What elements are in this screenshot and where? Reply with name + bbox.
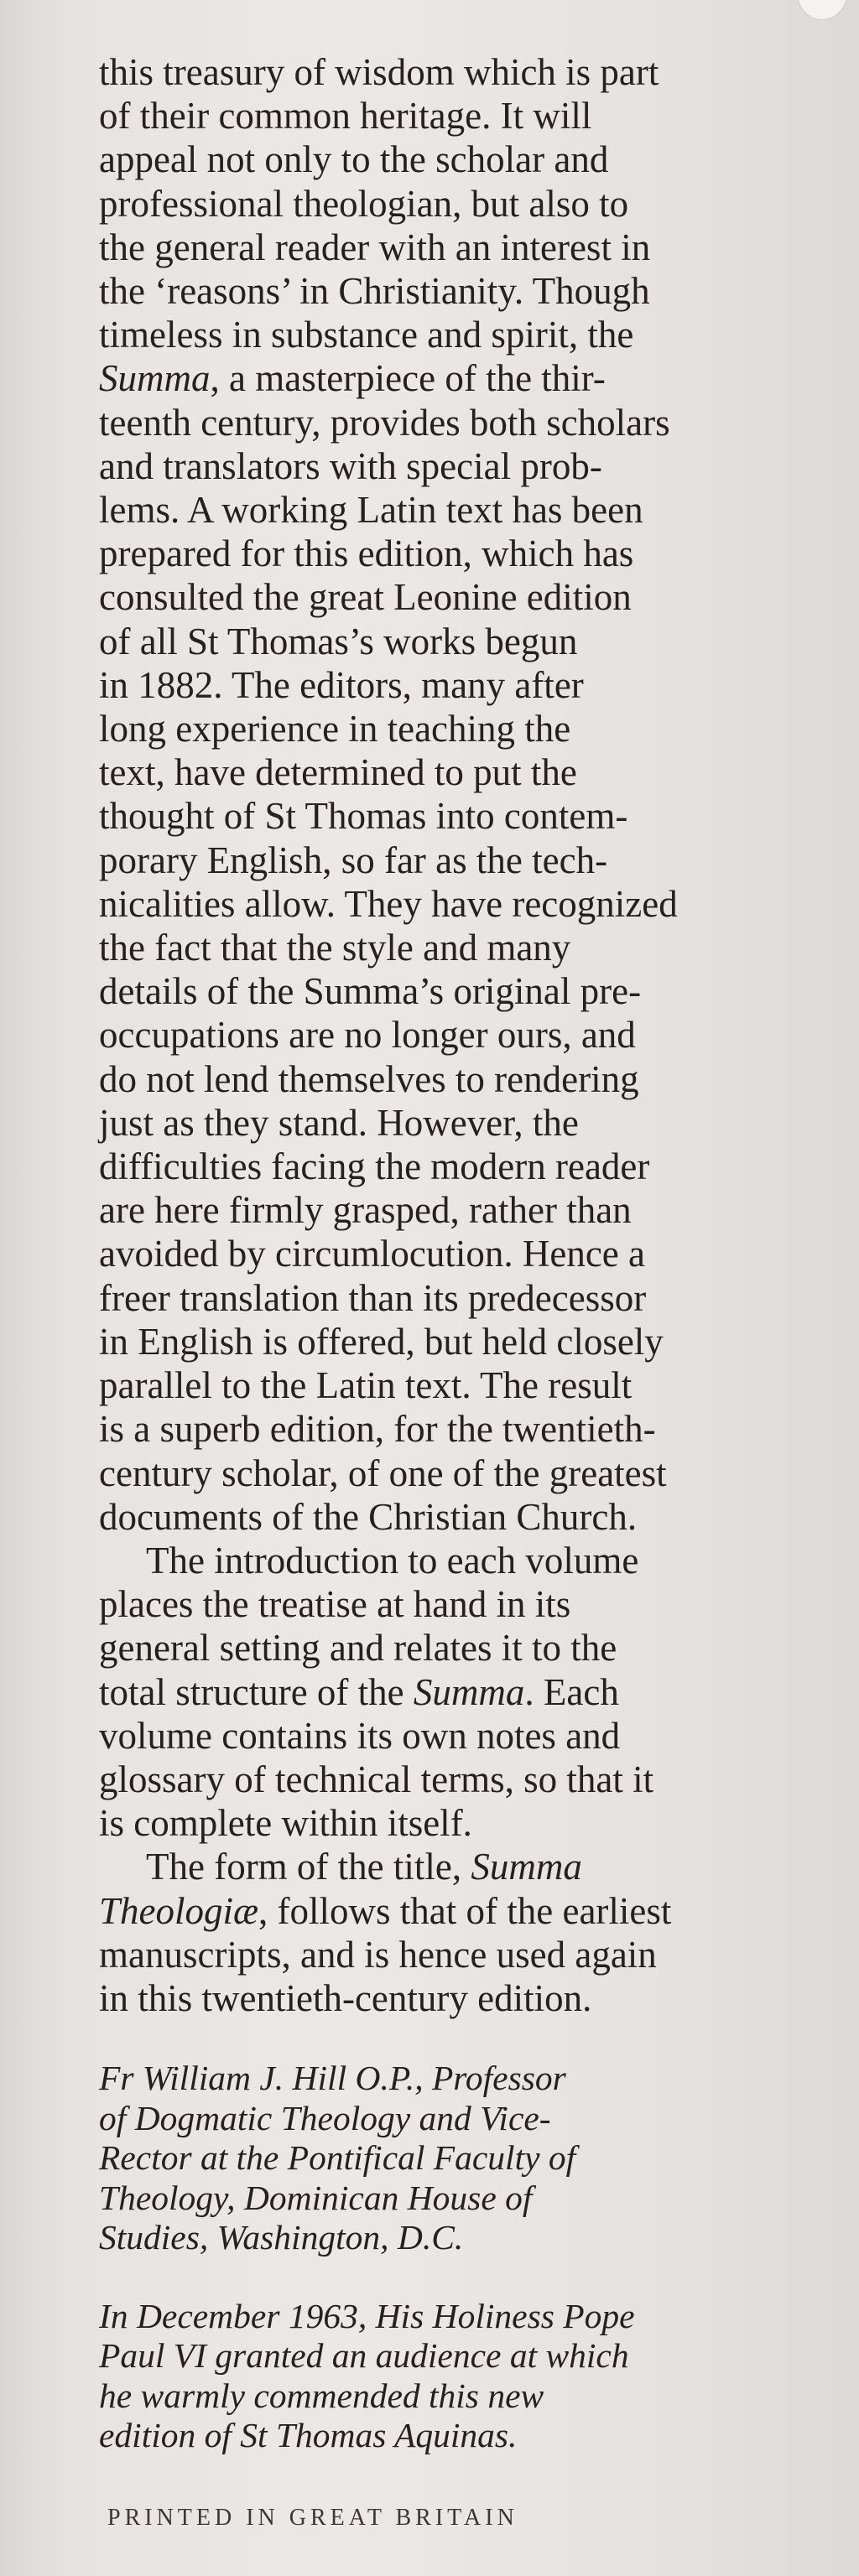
attribution-text: Fr William J. Hill O.P., Professor of Dogmatic Theology and Vice- Rector at the Pontifical Faculty of Theology, Dominican House of Studies, Washington, D.C. — [99, 2059, 576, 2257]
corner-label-sticker — [797, 0, 847, 20]
author-attribution — [99, 2059, 804, 2258]
paragraph-treasury-of-wisdom: this treasury of wisdom which is part of their common heritage. It will appeal not only to the scholar and professional theologian, but also to the general reader with an interest in the ‘reasons’ in Christianity. Though timeless in substance and spirit, the Summa, a masterpiece of the thir- teenth century, provides both scholars and translators with special prob- lems. A working Latin text has been prepared for this edition, which has consulted the great Leonine edition of all St Thomas’s works begun in 1882. The editors, many after long experience in teaching the text, have determined to put the thought of St Thomas into contem- porary English, so far as the tech- nicalities allow. They have recognized the fact that the style and many details of the Summa’s original pre- occupations are no longer ours, and do not lend themselves to rendering just as they stand. However, the difficulties facing the modern reader are here firmly grasped, rather than avoided by circumlocution. Hence a freer translation than its predecessor in English is offered, but held closely parallel to the Latin text. The result is a superb edition, for the twentieth- century scholar, of one of the greatest documents of the Christian Church. — [99, 51, 678, 1538]
italic-title: Summa — [413, 1670, 525, 1713]
italic-title: Summa — [471, 1846, 582, 1888]
paragraph-title-form: The form of the title, Summa Theologiæ, follows that of the earliest manuscripts, and is hence used again in this twentieth-century edition. — [99, 1846, 672, 2019]
printed-in-imprint: PRINTED IN GREAT BRITAIN — [107, 2504, 518, 2531]
audience-text: In December 1963, His Holiness Pope Paul VI granted an audience at which he warmly commended this new edition of St Thomas Aquinas. — [99, 2296, 635, 2455]
jacket-flap-page — [99, 50, 804, 2532]
paragraph-introduction: The introduction to each volume places the treatise at hand in its general setting and relates it to the total structure of the Summa. Each volume contains its own notes and glossary of technical terms, so that it is complete within itself. — [99, 1539, 654, 1845]
description-body — [99, 50, 804, 2020]
papal-audience-note — [99, 2297, 804, 2456]
italic-title: Theologiæ — [99, 1889, 259, 1932]
italic-title: Summa — [99, 357, 211, 400]
